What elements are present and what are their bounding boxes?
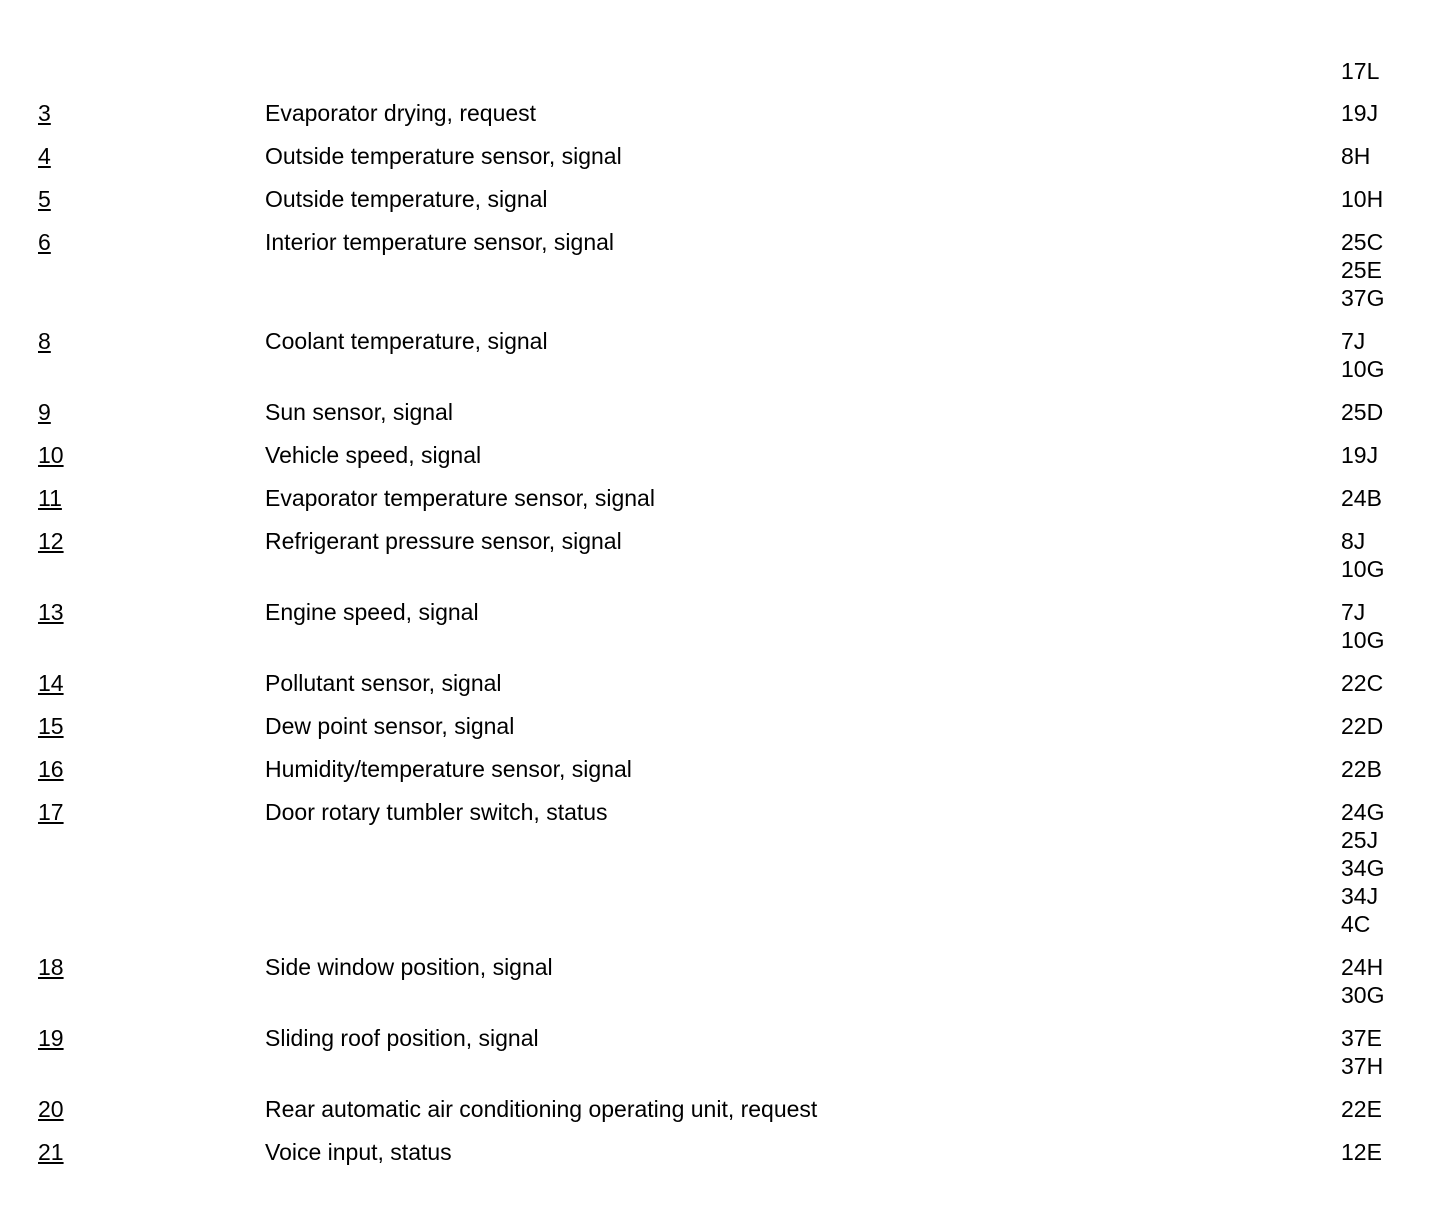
signal-description: Evaporator drying, request	[265, 100, 537, 126]
signal-number-link[interactable]: 13	[38, 599, 64, 625]
table-row	[0, 398, 1456, 426]
reference-code: 34J	[1341, 883, 1379, 909]
table-row	[0, 228, 1456, 312]
table-row	[0, 142, 1456, 170]
reference-list	[1341, 327, 1456, 383]
signal-description: Outside temperature sensor, signal	[265, 143, 622, 169]
reference-list	[1341, 398, 1456, 426]
table-row	[0, 755, 1456, 783]
signal-description: Engine speed, signal	[265, 599, 479, 625]
reference-list	[1341, 669, 1456, 697]
reference-list	[1341, 527, 1456, 583]
table-row	[0, 99, 1456, 127]
reference-code: 30G	[1341, 982, 1385, 1008]
reference-list	[1341, 1024, 1456, 1080]
reference-code: 34G	[1341, 855, 1385, 881]
signal-number-link[interactable]: 21	[38, 1139, 64, 1165]
signal-description: Pollutant sensor, signal	[265, 670, 502, 696]
reference-code: 12E	[1341, 1139, 1382, 1165]
signal-description: Door rotary tumbler switch, status	[265, 799, 608, 825]
reference-code: 22D	[1341, 713, 1384, 739]
reference-list	[1341, 953, 1456, 1009]
signal-number-link[interactable]: 3	[38, 100, 51, 126]
table-row	[0, 484, 1456, 512]
reference-list	[1341, 598, 1456, 654]
signal-number-link[interactable]: 18	[38, 954, 64, 980]
continued-reference: 17L	[1341, 58, 1380, 84]
table-row	[0, 712, 1456, 740]
table-row	[0, 327, 1456, 383]
reference-code: 24H	[1341, 954, 1384, 980]
signal-number-link[interactable]: 5	[38, 186, 51, 212]
signal-number-link[interactable]: 8	[38, 328, 51, 354]
reference-code: 37H	[1341, 1053, 1384, 1079]
table-row	[0, 185, 1456, 213]
reference-code: 10G	[1341, 356, 1385, 382]
reference-list	[1341, 142, 1456, 170]
reference-code: 4C	[1341, 911, 1371, 937]
table-row	[0, 953, 1456, 1009]
signal-number-link[interactable]: 11	[38, 485, 62, 511]
signal-number-link[interactable]: 14	[38, 670, 64, 696]
signal-description: Refrigerant pressure sensor, signal	[265, 528, 622, 554]
signal-description: Vehicle speed, signal	[265, 442, 482, 468]
reference-code: 25C	[1341, 229, 1384, 255]
reference-list	[1341, 185, 1456, 213]
reference-code: 24B	[1341, 485, 1382, 511]
reference-code: 22C	[1341, 670, 1384, 696]
table-row	[0, 441, 1456, 469]
reference-list	[1341, 99, 1456, 127]
signal-description: Coolant temperature, signal	[265, 328, 548, 354]
signal-description: Outside temperature, signal	[265, 186, 548, 212]
reference-list	[1341, 755, 1456, 783]
signal-description: Sun sensor, signal	[265, 399, 453, 425]
reference-code: 37E	[1341, 1025, 1382, 1051]
table-row	[0, 669, 1456, 697]
reference-code: 19J	[1341, 100, 1379, 126]
signal-number-link[interactable]: 16	[38, 756, 64, 782]
reference-code: 8H	[1341, 143, 1371, 169]
signal-description: Interior temperature sensor, signal	[265, 229, 615, 255]
signal-number-link[interactable]: 6	[38, 229, 51, 255]
table-row	[0, 598, 1456, 654]
reference-code: 7J	[1341, 599, 1366, 625]
signal-description: Evaporator temperature sensor, signal	[265, 485, 655, 511]
reference-code: 10H	[1341, 186, 1384, 212]
signal-number-link[interactable]: 19	[38, 1025, 64, 1051]
reference-code: 10G	[1341, 627, 1385, 653]
reference-list	[1341, 484, 1456, 512]
signal-number-link[interactable]: 17	[38, 799, 64, 825]
signal-number-link[interactable]: 4	[38, 143, 51, 169]
reference-code: 25D	[1341, 399, 1384, 425]
reference-code: 37G	[1341, 285, 1385, 311]
reference-list	[1341, 798, 1456, 938]
reference-list	[1341, 228, 1456, 312]
reference-code: 25E	[1341, 257, 1382, 283]
signal-number-link[interactable]: 15	[38, 713, 64, 739]
reference-code: 22E	[1341, 1096, 1382, 1122]
signal-number-link[interactable]: 12	[38, 528, 64, 554]
reference-code: 24G	[1341, 799, 1385, 825]
reference-list	[1341, 712, 1456, 740]
table-row	[0, 1138, 1456, 1166]
signal-description: Side window position, signal	[265, 954, 553, 980]
table-row	[0, 527, 1456, 583]
reference-code: 8J	[1341, 528, 1366, 554]
signal-description: Sliding roof position, signal	[265, 1025, 539, 1051]
reference-code: 22B	[1341, 756, 1382, 782]
reference-list	[1341, 441, 1456, 469]
reference-code: 19J	[1341, 442, 1379, 468]
reference-code: 7J	[1341, 328, 1366, 354]
signal-number-link[interactable]: 20	[38, 1096, 64, 1122]
reference-list	[1341, 1095, 1456, 1123]
signal-number-link[interactable]: 9	[38, 399, 51, 425]
signal-description: Rear automatic air conditioning operating unit, request	[265, 1096, 818, 1122]
table-row	[0, 1024, 1456, 1080]
reference-list	[1341, 1138, 1456, 1166]
signal-description: Voice input, status	[265, 1139, 452, 1165]
table-row	[0, 1095, 1456, 1123]
signal-table	[0, 99, 1456, 1181]
reference-code: 10G	[1341, 556, 1385, 582]
signal-number-link[interactable]: 10	[38, 442, 64, 468]
reference-code: 25J	[1341, 827, 1379, 853]
signal-description: Dew point sensor, signal	[265, 713, 515, 739]
signal-description: Humidity/temperature sensor, signal	[265, 756, 632, 782]
table-row	[0, 798, 1456, 938]
